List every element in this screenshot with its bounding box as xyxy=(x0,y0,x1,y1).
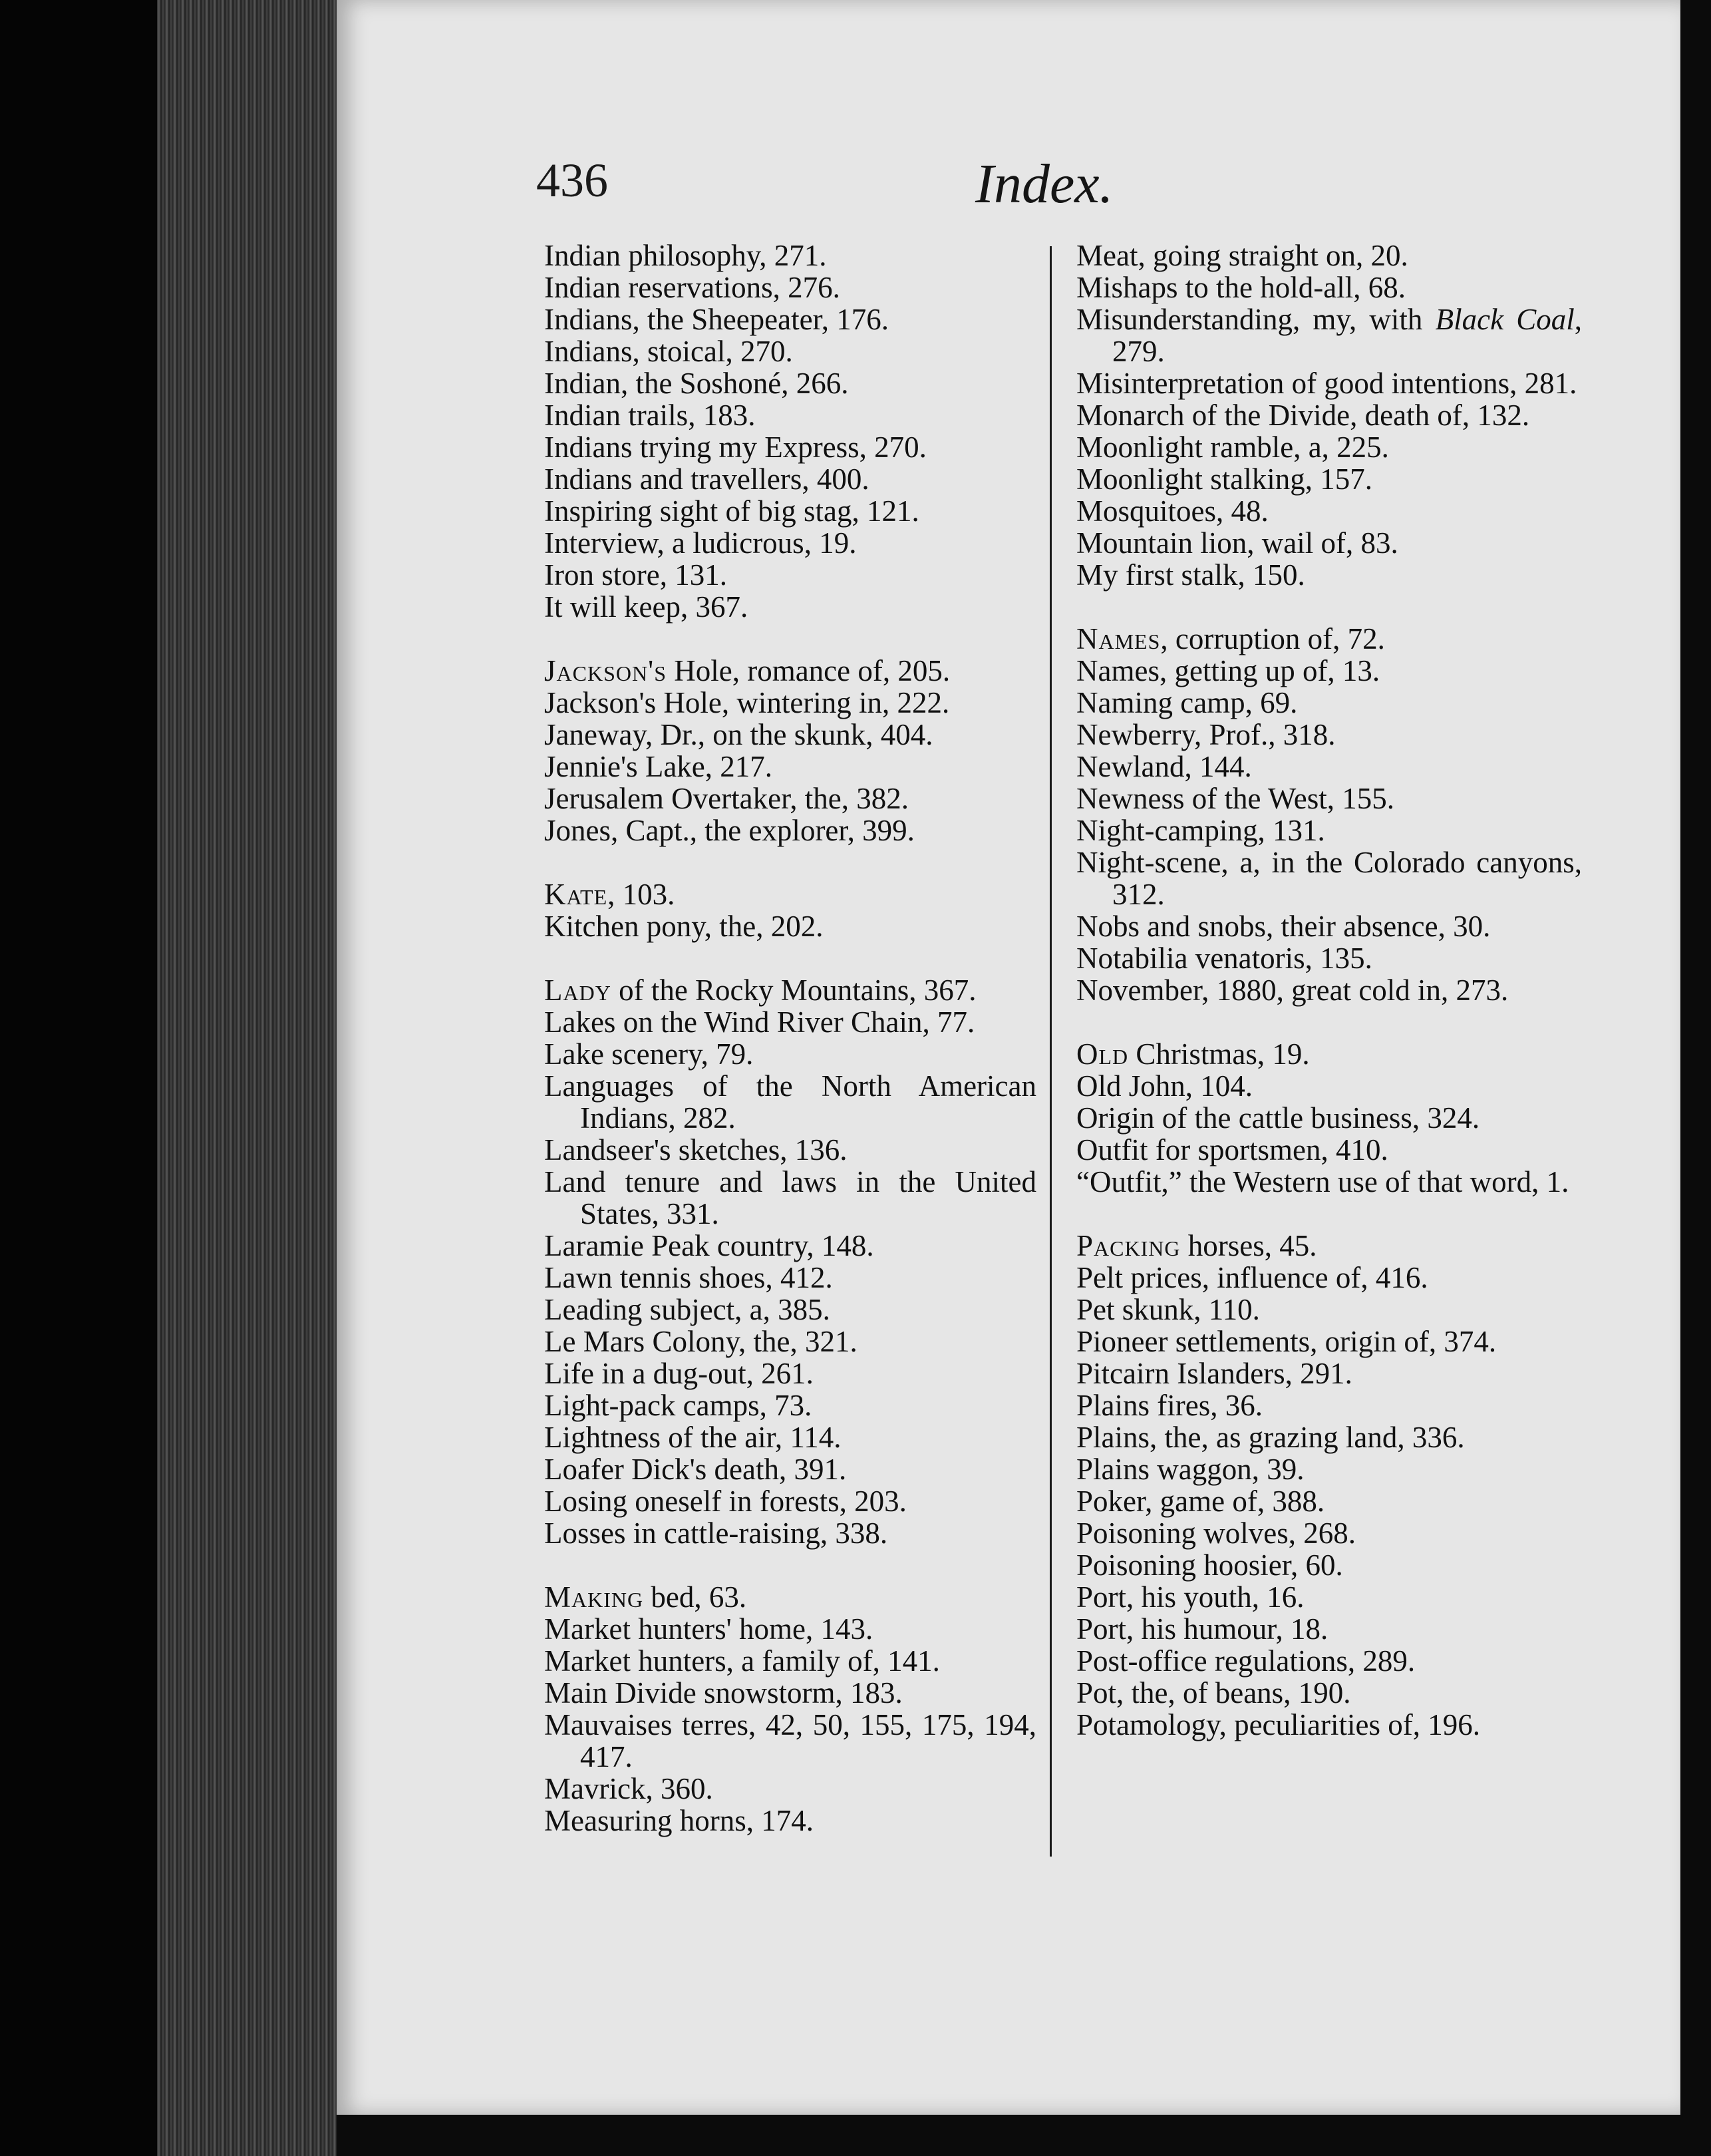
entry-text: Moonlight stalking, 157. xyxy=(1076,462,1373,496)
index-entry xyxy=(1076,1709,1582,1741)
index-entry xyxy=(1076,719,1582,751)
index-entry xyxy=(1076,1230,1582,1262)
entry-text: Lakes on the Wind River Chain, 77. xyxy=(544,1005,975,1039)
entry-text: Languages of the North American Indians, 282. xyxy=(544,1069,1036,1135)
entry-text: Nobs and snobs, their absence, 30. xyxy=(1076,910,1491,943)
entry-lead-word: Names xyxy=(1076,622,1161,655)
index-entry xyxy=(544,1421,1036,1453)
index-entry xyxy=(544,1006,1036,1038)
index-entry xyxy=(544,1613,1036,1645)
entry-text: Losses in cattle-raising, 338. xyxy=(544,1517,888,1550)
entry-text: Life in a dug-out, 261. xyxy=(544,1357,814,1390)
index-entry xyxy=(1076,1485,1582,1517)
entry-text: Poker, game of, 388. xyxy=(1076,1485,1325,1518)
index-entry xyxy=(1076,846,1582,910)
index-entry xyxy=(544,1677,1036,1709)
index-entry xyxy=(1076,910,1582,942)
entry-text: Iron store, 131. xyxy=(544,558,727,592)
index-entry xyxy=(1076,974,1582,1006)
entry-text: Lake scenery, 79. xyxy=(544,1037,754,1071)
index-entry xyxy=(544,1357,1036,1389)
index-entry xyxy=(544,974,1036,1006)
entry-text: Moonlight ramble, a, 225. xyxy=(1076,431,1389,464)
index-entry xyxy=(1076,1262,1582,1294)
column-divider xyxy=(1050,246,1052,1857)
index-entry xyxy=(1076,1166,1582,1198)
entry-text: Indians trying my Express, 270. xyxy=(544,431,927,464)
entry-text: Mavrick, 360. xyxy=(544,1772,713,1805)
index-entry xyxy=(544,655,1036,687)
section-gap xyxy=(544,623,1036,655)
entry-text: Naming camp, 69. xyxy=(1076,686,1298,719)
entry-text: Indian, the Soshoné, 266. xyxy=(544,367,849,400)
section-gap xyxy=(1076,1006,1582,1038)
entry-text: Port, his youth, 16. xyxy=(1076,1580,1305,1614)
entry-text: Hole, romance of, 205. xyxy=(667,654,951,687)
entry-text: Mishaps to the hold-all, 68. xyxy=(1076,271,1406,304)
page-number: 436 xyxy=(536,154,608,207)
index-entry xyxy=(544,367,1036,399)
index-entry xyxy=(544,783,1036,814)
index-entry xyxy=(1076,559,1582,591)
entry-text: Indian reservations, 276. xyxy=(544,271,840,304)
entry-text: Newness of the West, 155. xyxy=(1076,782,1394,815)
entry-lead-word: Packing xyxy=(1076,1229,1181,1262)
entry-text: Poisoning hoosier, 60. xyxy=(1076,1548,1343,1582)
entry-text: Interview, a ludicrous, 19. xyxy=(544,526,857,560)
entry-text: Leading subject, a, 385. xyxy=(544,1293,830,1326)
index-entry xyxy=(1076,1357,1582,1389)
index-entry xyxy=(544,431,1036,463)
index-entry xyxy=(1076,1549,1582,1581)
index-entry xyxy=(544,559,1036,591)
index-entry xyxy=(1076,463,1582,495)
index-entry xyxy=(1076,655,1582,687)
index-entry xyxy=(544,1389,1036,1421)
entry-text: “Outfit,” the Western use of that word, 1. xyxy=(1076,1165,1569,1198)
index-entry xyxy=(544,335,1036,367)
entry-text: Monarch of the Divide, death of, 132. xyxy=(1076,399,1530,432)
entry-text: Market hunters' home, 143. xyxy=(544,1612,873,1646)
index-entry xyxy=(1076,527,1582,559)
entry-text: Indians and travellers, 400. xyxy=(544,462,869,496)
entry-text: Indians, the Sheepeater, 176. xyxy=(544,303,889,336)
entry-text: Jones, Capt., the explorer, 399. xyxy=(544,814,915,847)
entry-text: Lightness of the air, 114. xyxy=(544,1421,842,1454)
entry-text: Indian trails, 183. xyxy=(544,399,756,432)
index-entry xyxy=(544,1453,1036,1485)
entry-text: Notabilia venatoris, 135. xyxy=(1076,942,1372,975)
entry-text: Measuring horns, 174. xyxy=(544,1804,814,1837)
entry-text: Le Mars Colony, the, 321. xyxy=(544,1325,857,1358)
entry-text: Jerusalem Overtaker, the, 382. xyxy=(544,782,909,815)
entry-text: Poisoning wolves, 268. xyxy=(1076,1517,1356,1550)
entry-lead-word: Making xyxy=(544,1580,644,1614)
index-entry xyxy=(1076,1421,1582,1453)
index-entry xyxy=(1076,687,1582,719)
index-entry xyxy=(544,1485,1036,1517)
entry-text: Market hunters, a family of, 141. xyxy=(544,1644,940,1678)
index-entry xyxy=(544,1166,1036,1230)
index-entry xyxy=(1076,1038,1582,1070)
entry-text: Night-camping, 131. xyxy=(1076,814,1325,847)
index-entry xyxy=(1076,495,1582,527)
index-entry xyxy=(544,463,1036,495)
index-entry xyxy=(544,1645,1036,1677)
index-entry xyxy=(544,1294,1036,1326)
entry-text: Meat, going straight on, 20. xyxy=(1076,239,1408,272)
entry-text: Post-office regulations, 289. xyxy=(1076,1644,1416,1678)
index-entry xyxy=(1076,367,1582,399)
index-entry xyxy=(1076,942,1582,974)
index-entry xyxy=(1076,271,1582,303)
section-gap xyxy=(544,1549,1036,1581)
entry-text: Main Divide snowstorm, 183. xyxy=(544,1676,903,1709)
entry-text: Loafer Dick's death, 391. xyxy=(544,1453,847,1486)
entry-italic: Black Coal xyxy=(1435,303,1575,336)
index-entry xyxy=(544,1038,1036,1070)
entry-text: Names, getting up of, 13. xyxy=(1076,654,1380,687)
entry-text: Plains fires, 36. xyxy=(1076,1389,1263,1422)
index-entry xyxy=(544,1773,1036,1805)
entry-text: Land tenure and laws in the United States, 331. xyxy=(544,1165,1036,1230)
index-entry xyxy=(544,303,1036,335)
index-entry xyxy=(544,1230,1036,1262)
entry-text: Kitchen pony, the, 202. xyxy=(544,910,824,943)
index-entry xyxy=(544,1070,1036,1134)
entry-text: of the Rocky Mountains, 367. xyxy=(611,974,977,1007)
index-entry xyxy=(544,687,1036,719)
index-entry xyxy=(544,1805,1036,1837)
index-entry xyxy=(1076,431,1582,463)
entry-text: Losing oneself in forests, 203. xyxy=(544,1485,907,1518)
index-entry xyxy=(544,814,1036,846)
index-entry xyxy=(1076,623,1582,655)
entry-text: Mosquitoes, 48. xyxy=(1076,494,1269,528)
entry-text: Janeway, Dr., on the skunk, 404. xyxy=(544,718,933,751)
entry-text: bed, 63. xyxy=(643,1580,747,1614)
entry-text: , 103. xyxy=(607,878,675,911)
section-gap xyxy=(1076,1198,1582,1230)
entry-text: Inspiring sight of big stag, 121. xyxy=(544,494,919,528)
index-entry xyxy=(1076,1453,1582,1485)
index-entry xyxy=(1076,303,1582,367)
index-entry xyxy=(1076,1070,1582,1102)
scan-background xyxy=(0,0,157,2156)
entry-text: Light-pack camps, 73. xyxy=(544,1389,812,1422)
section-gap xyxy=(544,942,1036,974)
entry-text: Laramie Peak country, 148. xyxy=(544,1229,874,1262)
entry-text: My first stalk, 150. xyxy=(1076,558,1305,592)
entry-lead-word: Old xyxy=(1076,1037,1129,1071)
section-gap xyxy=(544,846,1036,878)
entry-text: Newland, 144. xyxy=(1076,750,1252,783)
entry-text: Potamology, peculiarities of, 196. xyxy=(1076,1708,1480,1741)
entry-text: Plains waggon, 39. xyxy=(1076,1453,1305,1486)
entry-lead-word: Jackson's xyxy=(544,654,667,687)
entry-text: Plains, the, as grazing land, 336. xyxy=(1076,1421,1465,1454)
index-entry xyxy=(544,1517,1036,1549)
index-entry xyxy=(544,399,1036,431)
entry-text: Port, his humour, 18. xyxy=(1076,1612,1328,1646)
entry-text: horses, 45. xyxy=(1180,1229,1317,1262)
entry-lead-word: Kate xyxy=(544,878,608,911)
entry-text: Pitcairn Islanders, 291. xyxy=(1076,1357,1352,1390)
index-entry xyxy=(544,878,1036,910)
book-page xyxy=(337,0,1680,2115)
entry-text: Mountain lion, wail of, 83. xyxy=(1076,526,1398,560)
running-head: Index. xyxy=(975,153,1114,215)
entry-text: Pet skunk, 110. xyxy=(1076,1293,1260,1326)
index-entry xyxy=(544,240,1036,271)
page-edge-stack xyxy=(157,0,337,2156)
entry-text: Landseer's sketches, 136. xyxy=(544,1133,848,1167)
index-entry xyxy=(544,527,1036,559)
entry-text: Old John, 104. xyxy=(1076,1069,1253,1103)
entry-text: Pot, the, of beans, 190. xyxy=(1076,1676,1351,1709)
entry-text: Mauvaises terres, 42, 50, 155, 175, 194, 417. xyxy=(544,1708,1036,1773)
entry-text: Jackson's Hole, wintering in, 222. xyxy=(544,686,950,719)
index-entry xyxy=(1076,399,1582,431)
entry-tail: , 279. xyxy=(1112,303,1582,368)
index-entry xyxy=(1076,1326,1582,1357)
entry-text: Christmas, 19. xyxy=(1128,1037,1310,1071)
entry-text: Origin of the cattle business, 324. xyxy=(1076,1101,1480,1135)
index-entry xyxy=(1076,1677,1582,1709)
index-entry xyxy=(1076,1389,1582,1421)
index-entry xyxy=(544,719,1036,751)
index-entry xyxy=(544,1709,1036,1773)
entry-text: Newberry, Prof., 318. xyxy=(1076,718,1336,751)
entry-text: , corruption of, 72. xyxy=(1160,622,1385,655)
index-entry xyxy=(1076,240,1582,271)
entry-text: Night-scene, a, in the Colorado canyons, 312. xyxy=(1076,846,1582,911)
index-entry xyxy=(544,271,1036,303)
index-entry xyxy=(1076,1102,1582,1134)
entry-text: Pioneer settlements, origin of, 374. xyxy=(1076,1325,1497,1358)
entry-text: Lawn tennis shoes, 412. xyxy=(544,1261,833,1294)
index-entry xyxy=(1076,1134,1582,1166)
entry-text: Pelt prices, influence of, 416. xyxy=(1076,1261,1428,1294)
entry-text: Outfit for sportsmen, 410. xyxy=(1076,1133,1388,1167)
index-entry xyxy=(1076,1581,1582,1613)
entry-text: Jennie's Lake, 217. xyxy=(544,750,773,783)
entry-lead-word: Lady xyxy=(544,974,611,1007)
index-entry xyxy=(544,591,1036,623)
index-entry xyxy=(1076,1294,1582,1326)
index-entry xyxy=(1076,1645,1582,1677)
index-entry xyxy=(1076,783,1582,814)
index-entry xyxy=(544,495,1036,527)
index-entry xyxy=(1076,751,1582,783)
entry-text: It will keep, 367. xyxy=(544,590,748,624)
index-entry xyxy=(544,751,1036,783)
entry-text: Misunderstanding, my, with xyxy=(1076,303,1436,336)
index-column-left xyxy=(544,240,1036,1837)
section-gap xyxy=(1076,591,1582,623)
entry-text: Indian philosophy, 271. xyxy=(544,239,827,272)
index-entry xyxy=(544,1262,1036,1294)
index-entry xyxy=(544,1134,1036,1166)
entry-text: Misinterpretation of good intentions, 281. xyxy=(1076,367,1577,400)
index-entry xyxy=(544,1326,1036,1357)
entry-text: November, 1880, great cold in, 273. xyxy=(1076,974,1509,1007)
index-entry xyxy=(1076,1613,1582,1645)
index-entry xyxy=(544,910,1036,942)
index-entry xyxy=(544,1581,1036,1613)
entry-text: Indians, stoical, 270. xyxy=(544,335,793,368)
index-column-right xyxy=(1076,240,1582,1741)
index-entry xyxy=(1076,814,1582,846)
index-entry xyxy=(1076,1517,1582,1549)
